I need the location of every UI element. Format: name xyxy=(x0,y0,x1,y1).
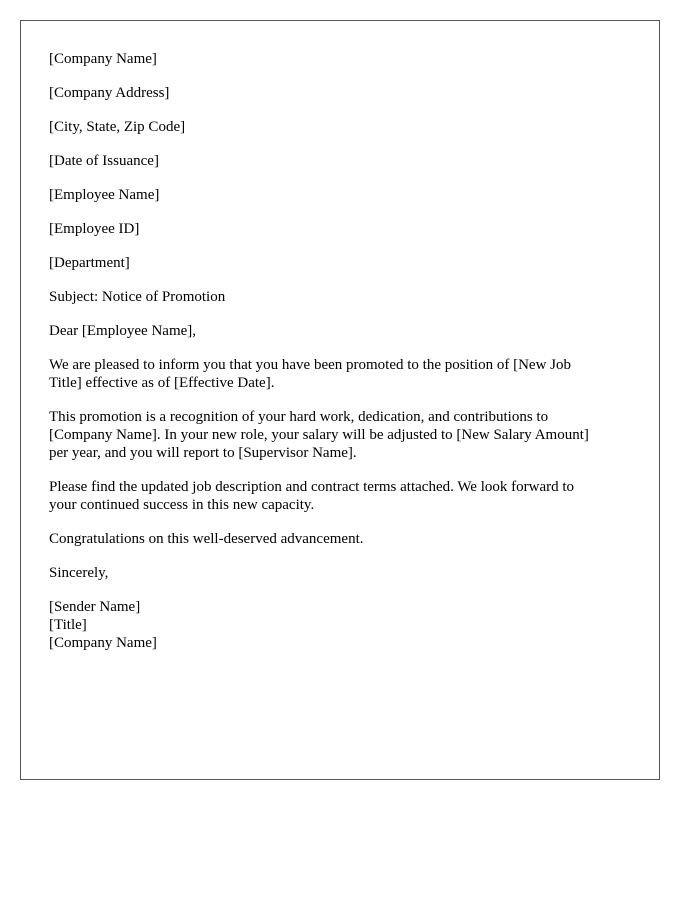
signature-block xyxy=(49,598,639,652)
paragraph-line: This promotion is a recognition of your hard work, dedication, and contributions to xyxy=(49,409,549,425)
subject-line: Subject: Notice of Promotion xyxy=(49,289,226,305)
date-of-issuance: [Date of Issuance] xyxy=(49,153,159,169)
city-state-zip: [City, State, Zip Code] xyxy=(49,119,186,135)
sender-name: [Sender Name] xyxy=(49,599,141,615)
paragraph-attachments xyxy=(49,478,639,514)
paragraph-congratulations: Congratulations on this well-deserved advancement. xyxy=(49,531,364,547)
sender-title: [Title] xyxy=(49,617,87,633)
company-address: [Company Address] xyxy=(49,85,170,101)
sender-company-name: [Company Name] xyxy=(49,635,157,651)
paragraph-line: Title] effective as of [Effective Date]. xyxy=(49,375,275,391)
paragraph-line: We are pleased to inform you that you have been promoted to the position of [New Job xyxy=(49,357,571,373)
paragraph-recognition xyxy=(49,408,639,462)
letter-body xyxy=(49,50,639,652)
paragraph-line: Please find the updated job description and contract terms attached. We look forward to xyxy=(49,479,575,495)
salutation: Dear [Employee Name], xyxy=(49,323,197,339)
department: [Department] xyxy=(49,255,130,271)
paragraph-line: [Company Name]. In your new role, your salary will be adjusted to [New Salary Amount] xyxy=(49,427,589,443)
employee-name: [Employee Name] xyxy=(49,187,160,203)
paragraph-promotion-notice xyxy=(49,356,639,392)
letter-page xyxy=(20,20,660,780)
paragraph-line: your continued success in this new capacity. xyxy=(49,497,315,513)
company-name: [Company Name] xyxy=(49,51,157,67)
paragraph-line: per year, and you will report to [Supervisor Name]. xyxy=(49,445,357,461)
employee-id: [Employee ID] xyxy=(49,221,140,237)
closing: Sincerely, xyxy=(49,565,109,581)
